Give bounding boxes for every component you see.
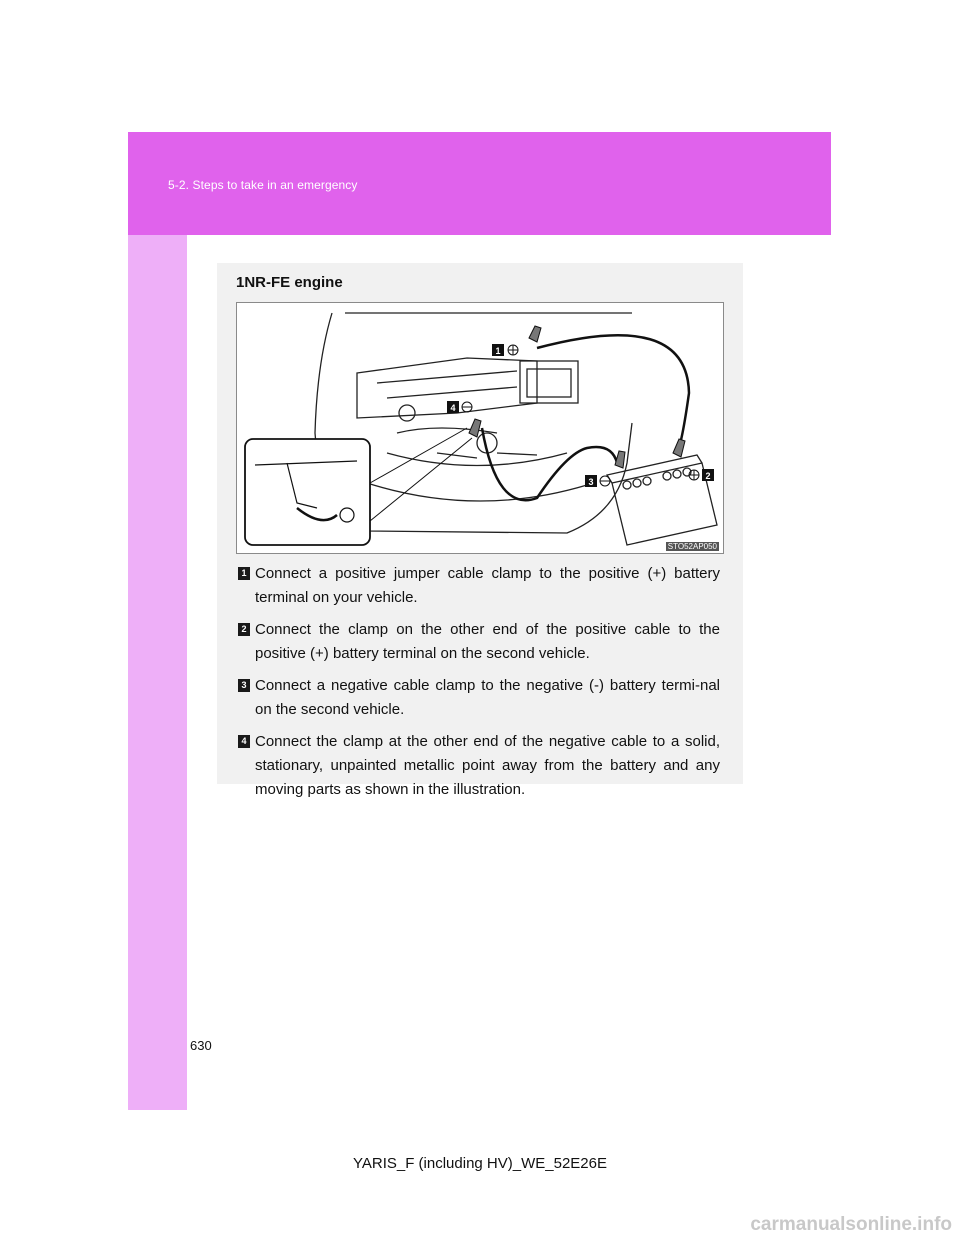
- svg-text:2: 2: [705, 471, 711, 481]
- watermark: carmanualsonline.info: [750, 1214, 952, 1235]
- second-battery: [607, 455, 717, 545]
- callout-2: [689, 469, 714, 481]
- step-text: Connect the clamp at the other end of the negative cable to a solid, stationary, unpainted metallic point away from the battery and any moving parts as shown in the illustration.: [255, 733, 720, 798]
- section-title: 1NR-FE engine: [236, 274, 343, 291]
- svg-text:3: 3: [588, 477, 594, 487]
- step-text: Connect a positive jumper cable clamp to the positive (+) battery terminal on your vehicle.: [255, 565, 720, 606]
- step-item: [238, 562, 720, 610]
- breadcrumb: 5-2. Steps to take in an emergency: [168, 178, 358, 192]
- callout-3: [585, 475, 610, 487]
- steps-list: [238, 562, 720, 810]
- step-text: Connect a negative cable clamp to the negative (-) battery termi-nal on the second vehicle.: [255, 677, 720, 718]
- svg-text:1: 1: [495, 346, 501, 356]
- svg-text:4: 4: [450, 403, 456, 413]
- document-footer: YARIS_F (including HV)_WE_52E26E: [352, 1155, 607, 1172]
- illustration-code: STO52AP050: [667, 542, 717, 551]
- page-number: 630: [190, 1038, 212, 1053]
- callout-1: [492, 344, 518, 356]
- step-number-badge: 3: [238, 679, 250, 692]
- step-number-badge: 4: [238, 735, 250, 748]
- engine-bay-drawing: [237, 303, 723, 553]
- step-item: [238, 730, 720, 802]
- positive-cable: [537, 335, 689, 453]
- step-number-badge: 2: [238, 623, 250, 636]
- step-item: [238, 674, 720, 722]
- side-strip: [128, 132, 187, 1110]
- step-text: Connect the clamp on the other end of the positive cable to the positive (+) battery terminal on the second vehicle.: [255, 621, 720, 662]
- detail-inset: [245, 428, 472, 545]
- step-number-badge: 1: [238, 567, 250, 580]
- step-item: [238, 618, 720, 666]
- jump-start-illustration: [236, 302, 724, 554]
